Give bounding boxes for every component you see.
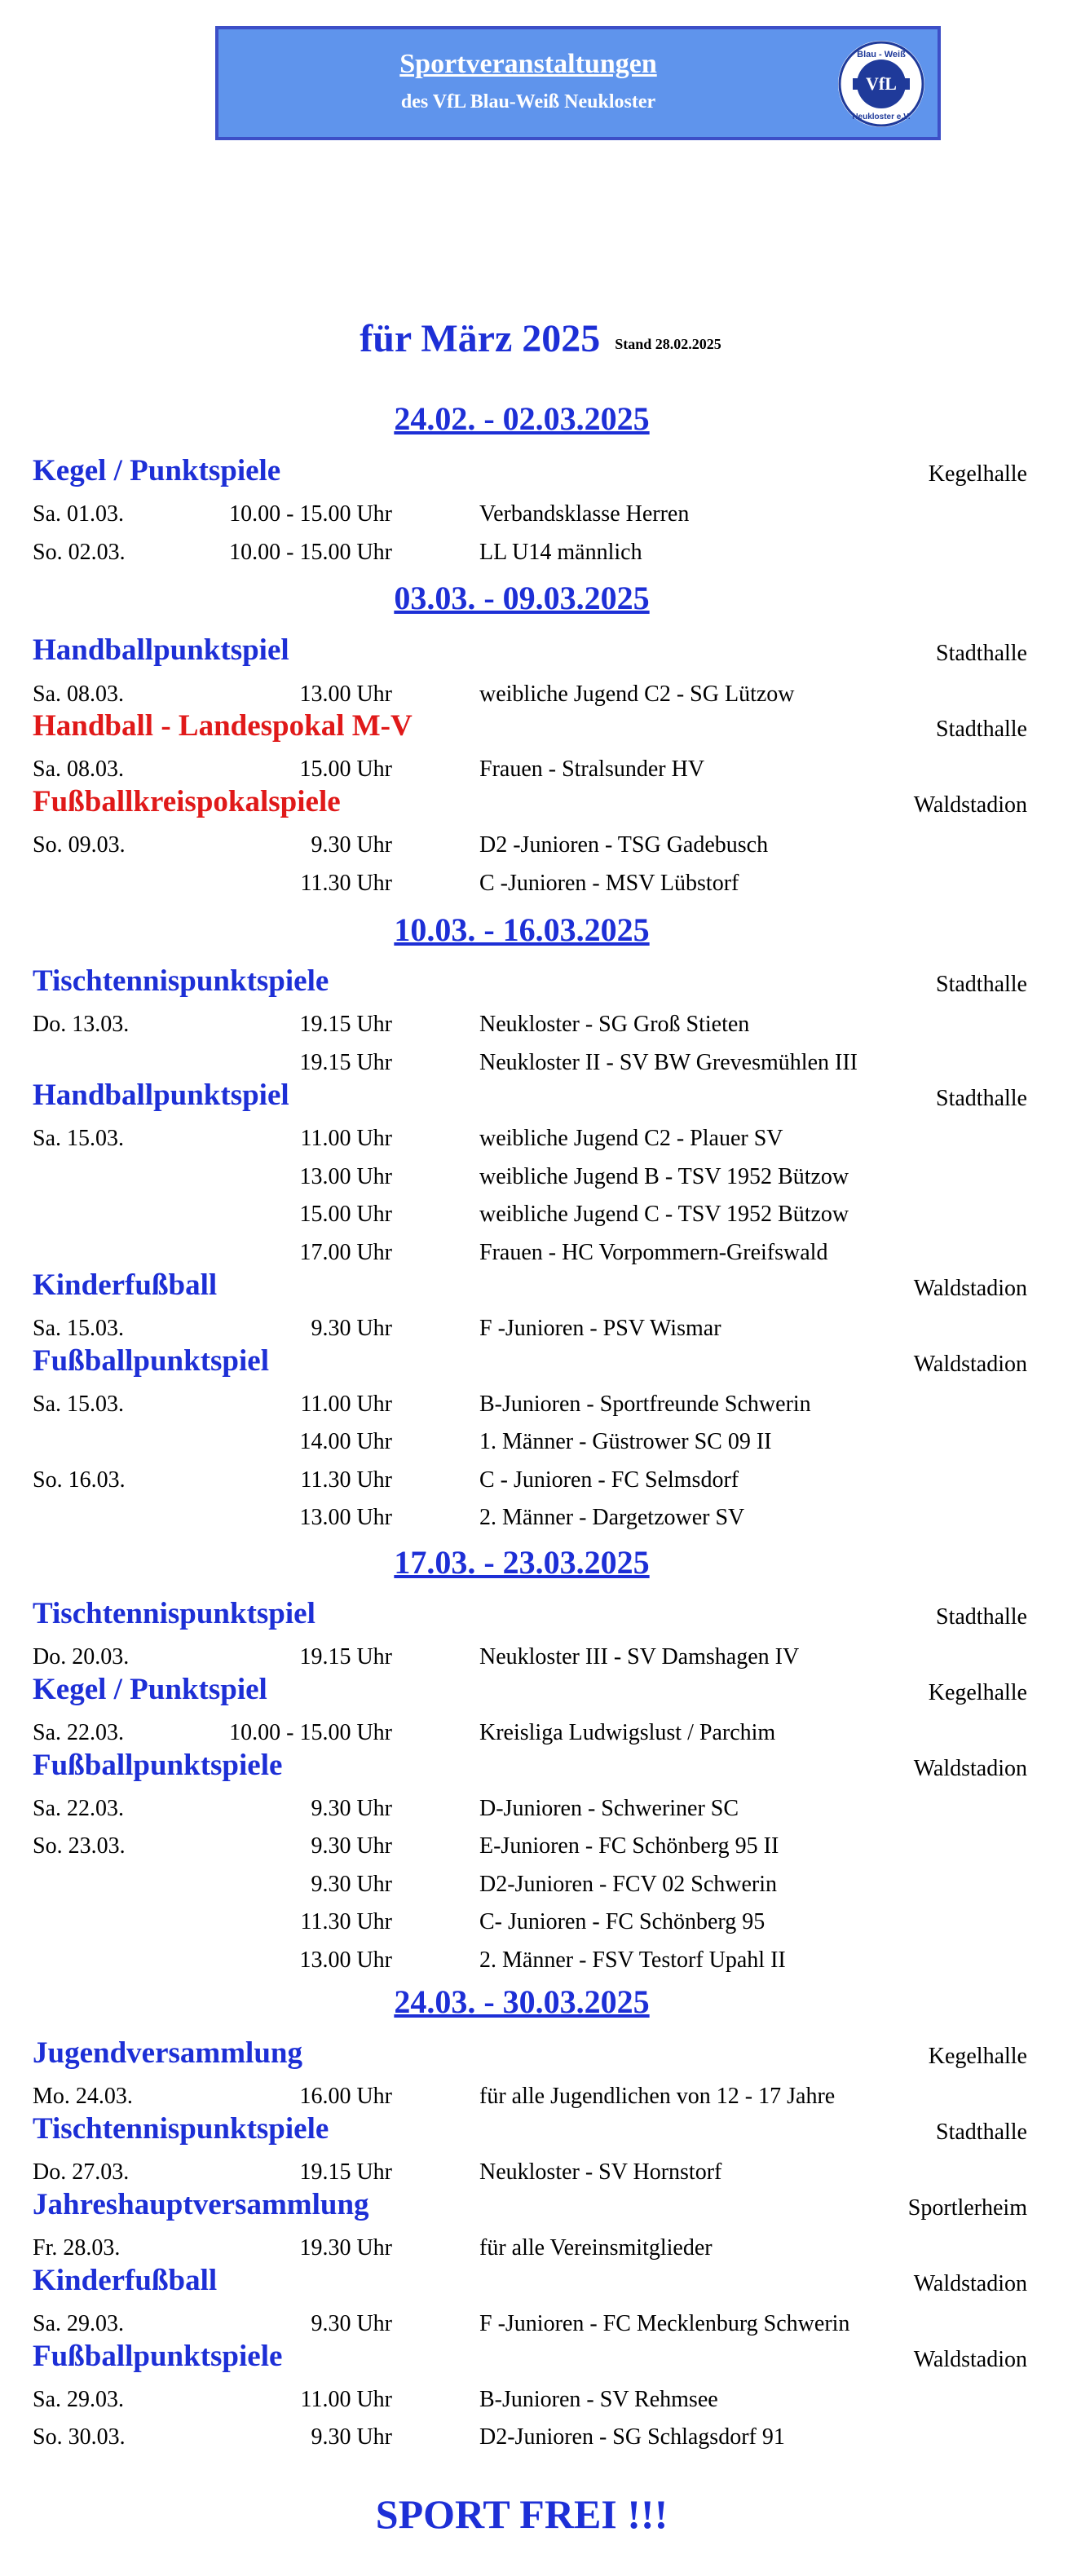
category-title: Tischtennispunktspiele [33,964,329,998]
category-title: Handballpunktspiel [33,633,289,667]
event-time: 17.00 Uhr [299,1240,392,1265]
club-logo [836,39,926,129]
category-title: Handballpunktspiel [33,1078,289,1112]
event-day: So. 02.03. [33,540,126,565]
category-title: Kegel / Punktspiel [33,1673,267,1706]
event-time: 10.00 - 15.00 Uhr [229,540,392,565]
event-time: 11.30 Uhr [300,1467,392,1493]
venue-label: Stadthalle [936,972,1027,997]
event-description: Neukloster - SV Hornstorf [479,2159,722,2185]
event-day: Sa. 08.03. [33,756,124,782]
event-description: C- Junioren - FC Schönberg 95 [479,1909,766,1934]
event-day: Mo. 24.03. [33,2084,133,2109]
event-description: Frauen - HC Vorpommern-Greifswald [479,1240,828,1265]
event-day: Sa. 22.03. [33,1720,124,1745]
event-description: weibliche Jugend C - TSV 1952 Bützow [479,1202,849,1227]
svg-text:Neukloster e.V.: Neukloster e.V. [852,112,911,121]
event-time: 19.15 Uhr [299,1050,392,1075]
venue-label: Stadthalle [936,2119,1027,2145]
event-description: D2-Junioren - FCV 02 Schwerin [479,1872,778,1897]
event-description: Neukloster - SG Groß Stieten [479,1012,750,1037]
event-day: So. 30.03. [33,2424,126,2450]
event-time: 9.30 Uhr [311,2311,392,2336]
venue-label: Stadthalle [936,641,1027,666]
event-day: So. 09.03. [33,832,126,858]
event-day: Sa. 29.03. [33,2311,124,2336]
event-time: 13.00 Uhr [299,1947,392,1973]
event-time: 11.00 Uhr [300,1392,392,1417]
stand-date: Stand 28.02.2025 [615,336,721,352]
event-time: 19.15 Uhr [299,2159,392,2185]
event-description: für alle Vereinsmitglieder [479,2235,713,2261]
event-time: 13.00 Uhr [299,1505,392,1530]
event-time: 11.30 Uhr [300,871,392,896]
event-time: 9.30 Uhr [311,1872,392,1897]
category-title: Fußballpunktspiele [33,1749,283,1782]
venue-label: Waldstadion [913,2347,1027,2372]
event-day: Sa. 22.03. [33,1796,124,1821]
event-time: 11.00 Uhr [300,2387,392,2412]
venue-label: Kegelhalle [928,461,1027,487]
event-day: Do. 27.03. [33,2159,130,2185]
event-description: für alle Jugendlichen von 12 - 17 Jahre [479,2084,836,2109]
event-description: D-Junioren - Schweriner SC [479,1796,739,1821]
month-title: für März 2025 [360,317,601,360]
header-title: Sportveranstaltungen [399,49,657,79]
event-day: Do. 13.03. [33,1012,130,1037]
event-day: Sa. 15.03. [33,1126,124,1151]
event-day: Sa. 15.03. [33,1316,124,1341]
week-heading: 03.03. - 09.03.2025 [394,580,650,616]
category-title: Kinderfußball [33,1268,218,1302]
event-time: 9.30 Uhr [311,2424,392,2450]
event-description: 2. Männer - Dargetzower SV [479,1505,745,1530]
week-heading: 10.03. - 16.03.2025 [394,911,650,948]
week-heading: 24.03. - 30.03.2025 [394,1983,650,2020]
event-time: 13.00 Uhr [299,1164,392,1189]
event-description: E-Junioren - FC Schönberg 95 II [479,1833,779,1859]
venue-label: Waldstadion [913,2271,1027,2296]
event-description: Neukloster III - SV Damshagen IV [479,1644,800,1670]
category-title: Jugendversammlung [33,2036,302,2070]
category-title: Kinderfußball [33,2264,218,2297]
event-description: weibliche Jugend B - TSV 1952 Bützow [479,1164,849,1189]
event-description: 2. Männer - FSV Testorf Upahl II [479,1947,786,1973]
event-description: LL U14 männlich [479,540,642,565]
event-time: 11.00 Uhr [300,1126,392,1151]
month-heading [0,316,1081,361]
week-heading: 17.03. - 23.03.2025 [394,1544,650,1581]
event-day: Fr. 28.03. [33,2235,121,2261]
event-description: B-Junioren - Sportfreunde Schwerin [479,1392,811,1417]
event-time: 9.30 Uhr [311,1796,392,1821]
event-time: 19.30 Uhr [299,2235,392,2261]
event-description: D2 -Junioren - TSG Gadebusch [479,832,769,858]
event-day: So. 23.03. [33,1833,126,1859]
event-time: 14.00 Uhr [299,1429,392,1454]
category-title: Fußballpunktspiele [33,2340,283,2373]
category-title: Handball - Landespokal M-V [33,709,413,743]
event-time: 9.30 Uhr [311,832,392,858]
event-description: weibliche Jugend C2 - SG Lützow [479,681,795,707]
event-description: 1. Männer - Güstrower SC 09 II [479,1429,772,1454]
footer-slogan: SPORT FREI !!! [375,2491,668,2537]
svg-text:VfL: VfL [866,73,897,94]
event-description: F -Junioren - PSV Wismar [479,1316,721,1341]
svg-text:Blau - Weiß: Blau - Weiß [857,50,906,60]
event-description: F -Junioren - FC Mecklenburg Schwerin [479,2311,850,2336]
event-description: B-Junioren - SV Rehmsee [479,2387,718,2412]
category-title: Tischtennispunktspiel [33,1597,315,1630]
event-description: C - Junioren - FC Selmsdorf [479,1467,739,1493]
event-time: 15.00 Uhr [299,756,392,782]
venue-label: Kegelhalle [928,1680,1027,1705]
venue-label: Waldstadion [913,1352,1027,1377]
event-time: 11.30 Uhr [300,1909,392,1934]
event-time: 10.00 - 15.00 Uhr [229,1720,392,1745]
event-time: 19.15 Uhr [299,1644,392,1670]
venue-label: Kegelhalle [928,2044,1027,2069]
event-description: C -Junioren - MSV Lübstorf [479,871,739,896]
header-banner [215,26,941,140]
event-day: So. 16.03. [33,1467,126,1493]
event-description: weibliche Jugend C2 - Plauer SV [479,1126,783,1151]
venue-label: Stadthalle [936,1604,1027,1630]
venue-label: Waldstadion [913,1756,1027,1781]
venue-label: Waldstadion [913,792,1027,818]
event-day: Sa. 08.03. [33,681,124,707]
event-day: Do. 20.03. [33,1644,130,1670]
event-description: D2-Junioren - SG Schlagsdorf 91 [479,2424,785,2450]
event-description: Kreisliga Ludwigslust / Parchim [479,1720,776,1745]
category-title: Fußballkreispokalspiele [33,785,341,818]
week-heading: 24.02. - 02.03.2025 [394,400,650,437]
event-time: 15.00 Uhr [299,1202,392,1227]
category-title: Kegel / Punktspiele [33,454,281,487]
venue-label: Sportlerheim [907,2195,1027,2221]
event-time: 9.30 Uhr [311,1833,392,1859]
header-subtitle: des VfL Blau-Weiß Neukloster [400,91,656,112]
event-time: 19.15 Uhr [299,1012,392,1037]
event-time: 9.30 Uhr [311,1316,392,1341]
venue-label: Stadthalle [936,717,1027,742]
venue-label: Waldstadion [913,1276,1027,1301]
event-time: 13.00 Uhr [299,681,392,707]
category-title: Fußballpunktspiel [33,1344,269,1378]
event-description: Neukloster II - SV BW Grevesmühlen III [479,1050,858,1075]
event-day: Sa. 01.03. [33,501,124,527]
venue-label: Stadthalle [936,1086,1027,1111]
event-day: Sa. 29.03. [33,2387,124,2412]
event-description: Frauen - Stralsunder HV [479,756,705,782]
event-description: Verbandsklasse Herren [479,501,690,527]
event-time: 10.00 - 15.00 Uhr [229,501,392,527]
category-title: Tischtennispunktspiele [33,2112,329,2146]
category-title: Jahreshauptversammlung [33,2188,369,2221]
event-day: Sa. 15.03. [33,1392,124,1417]
event-time: 16.00 Uhr [299,2084,392,2109]
